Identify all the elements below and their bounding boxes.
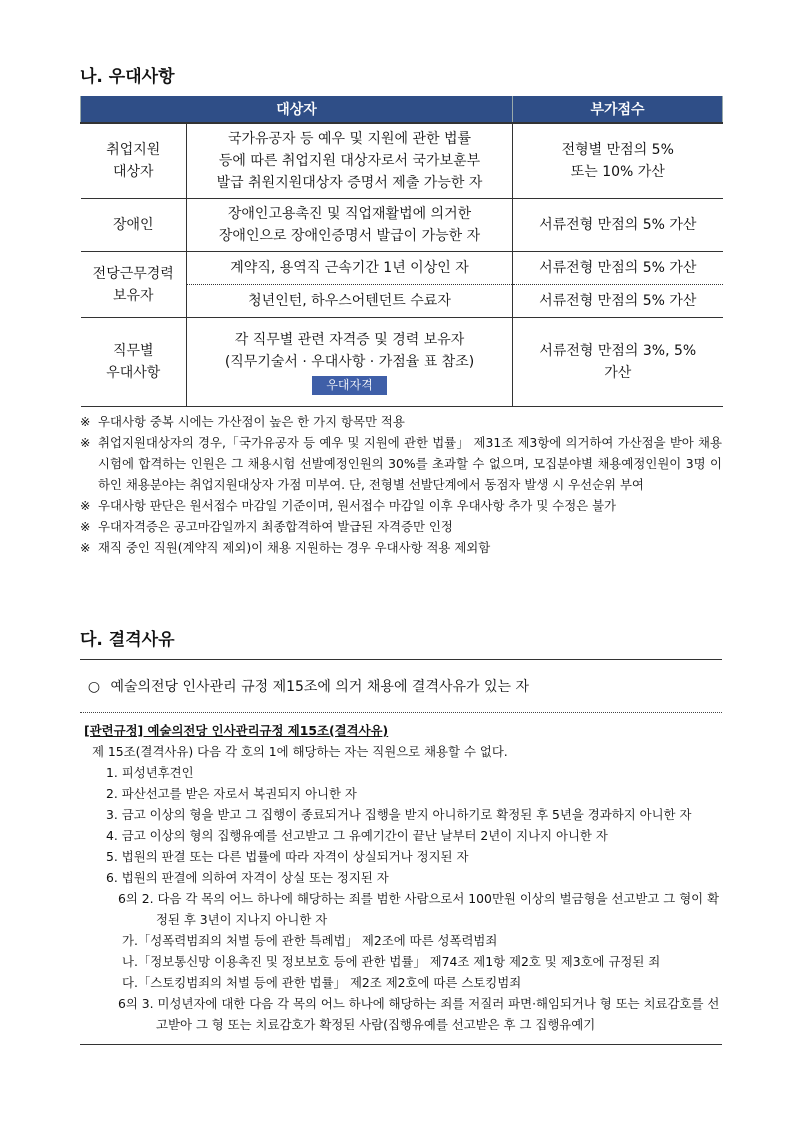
- row-category: 장애인: [81, 199, 187, 252]
- regulation-intro: 제 15조(결격사유) 다음 각 호의 1에 해당하는 자는 직원으로 채용할 수 없다.: [92, 744, 508, 759]
- row-target: 청년인턴, 하우스어텐던트 수료자: [187, 285, 513, 318]
- section-title-disqualifications: 다. 결격사유: [80, 630, 175, 650]
- preference-notes: [80, 411, 722, 558]
- list-item: 5. 법원의 판결 또는 다른 법률에 따라 자격이 상실되거나 정지된 자: [106, 849, 469, 864]
- row-points: 서류전형 만점의 5% 가산: [513, 199, 723, 252]
- row-category: 전당근무경력 보유자: [81, 252, 187, 318]
- list-item: 3. 금고 이상의 형을 받고 그 집행이 종료되거나 집행을 받지 아니하기로 확정된 후 5년을 경과하지 아니한 자: [106, 807, 692, 822]
- table-row: [81, 252, 723, 285]
- section-divider: [80, 659, 722, 660]
- table-row: [81, 123, 723, 199]
- list-item: 1. 피성년후견인: [106, 765, 194, 780]
- preference-table: [80, 96, 723, 407]
- header-target: 대상자: [81, 96, 513, 123]
- table-row: [81, 199, 723, 252]
- row-points: 서류전형 만점의 5% 가산: [513, 285, 723, 318]
- regulation-title: [관련규정] 예술의전당 인사관리규정 제15조(결격사유): [84, 723, 389, 738]
- list-item: 6. 법원의 판결에 의하여 자격이 상실 또는 정지된 자: [106, 870, 389, 885]
- note-item: ※ 재직 중인 직원(계약직 제외)이 채용 지원하는 경우 우대사항 적용 제외함: [80, 540, 491, 555]
- section-title-preferences: 나. 우대사항: [80, 67, 175, 87]
- list-item: 6의 2. 다음 각 목의 어느 하나에 해당하는 죄를 범한 사람으로서 100만원 이상의 벌금형을 선고받고 그 형이 확정된 후 3년이 지나지 아니한 자: [118, 891, 720, 927]
- list-item: 나.「정보통신망 이용촉진 및 정보보호 등에 관한 법률」 제74조 제1항 제2호 및 제3호에 규정된 죄: [122, 954, 661, 969]
- dotted-divider: [80, 712, 722, 713]
- row-category: 직무별 우대사항: [81, 318, 187, 407]
- note-item: ※ 취업지원대상자의 경우,「국가유공자 등 예우 및 지원에 관한 법률」 제31조 제3항에 의거하여 가산점을 받아 채용시험에 합격하는 인원은 그 채용시험 선발예정인원의 30%를 초과할 수 없으며, 모집분야별 채용예정인원이 3명 이하인 채용분야는 취업지원대상자 가점 미부여. 단, 전형별 선발단계에서 동점자 발생 시 우선순위 부여: [80, 435, 722, 492]
- row-target: 장애인고용촉진 및 직업재활법에 의거한 장애인으로 장애인증명서 발급이 가능한 자: [187, 199, 513, 252]
- list-item: 2. 파산선고를 받은 자로서 복권되지 아니한 자: [106, 786, 357, 801]
- row-points: 서류전형 만점의 5% 가산: [513, 252, 723, 285]
- preferred-qualification-badge: 우대자격: [312, 376, 386, 395]
- row-target: 국가유공자 등 예우 및 지원에 관한 법률 등에 따른 취업지원 대상자로서 국가보훈부 발급 취원지원대상자 증명서 제출 가능한 자: [187, 123, 513, 199]
- row-target: 각 직무별 관련 자격증 및 경력 보유자 (직무기술서 · 우대사항 · 가점율 표 참조) 우대자격: [187, 318, 513, 407]
- row-target: 계약직, 용역직 근속기간 1년 이상인 자: [187, 252, 513, 285]
- list-item: 4. 금고 이상의 형의 집행유예를 선고받고 그 유예기간이 끝난 날부터 2년이 지나지 아니한 자: [106, 828, 608, 843]
- list-item: 다.「스토킹범죄의 처벌 등에 관한 법률」 제2조 제2호에 따른 스토킹범죄: [122, 975, 522, 990]
- list-item: 가.「성폭력범죄의 처벌 등에 관한 특례법」 제2조에 따른 성폭력범죄: [122, 933, 498, 948]
- bottom-divider: [80, 1044, 722, 1045]
- row-points: 서류전형 만점의 3%, 5% 가산: [513, 318, 723, 407]
- table-row: [81, 318, 723, 407]
- list-item: 6의 3. 미성년자에 대한 다음 각 목의 어느 하나에 해당하는 죄를 저질러 파면·해임되거나 형 또는 치료감호를 선고받아 그 형 또는 치료감호가 확정된 사람(집행유예를 선고받은 후 그 집행유예기: [118, 996, 720, 1032]
- row-points: 전형별 만점의 5% 또는 10% 가산: [513, 123, 723, 199]
- note-item: ※ 우대자격증은 공고마감일까지 최종합격하여 발급된 자격증만 인정: [80, 519, 453, 534]
- header-points: 부가점수: [513, 96, 723, 123]
- note-item: ※ 우대사항 중복 시에는 가산점이 높은 한 가지 항목만 적용: [80, 414, 405, 429]
- note-item: ※ 우대사항 판단은 원서접수 마감일 기준이며, 원서접수 마감일 이후 우대사항 추가 및 수정은 불가: [80, 498, 617, 513]
- table-header-row: [81, 96, 723, 123]
- disqualification-bullet: ○ 예술의전당 인사관리 규정 제15조에 의거 채용에 결격사유가 있는 자: [80, 676, 529, 696]
- row-category: 취업지원 대상자: [81, 123, 187, 199]
- regulation-block: [84, 720, 724, 1035]
- circle-bullet-icon: ○: [87, 679, 101, 695]
